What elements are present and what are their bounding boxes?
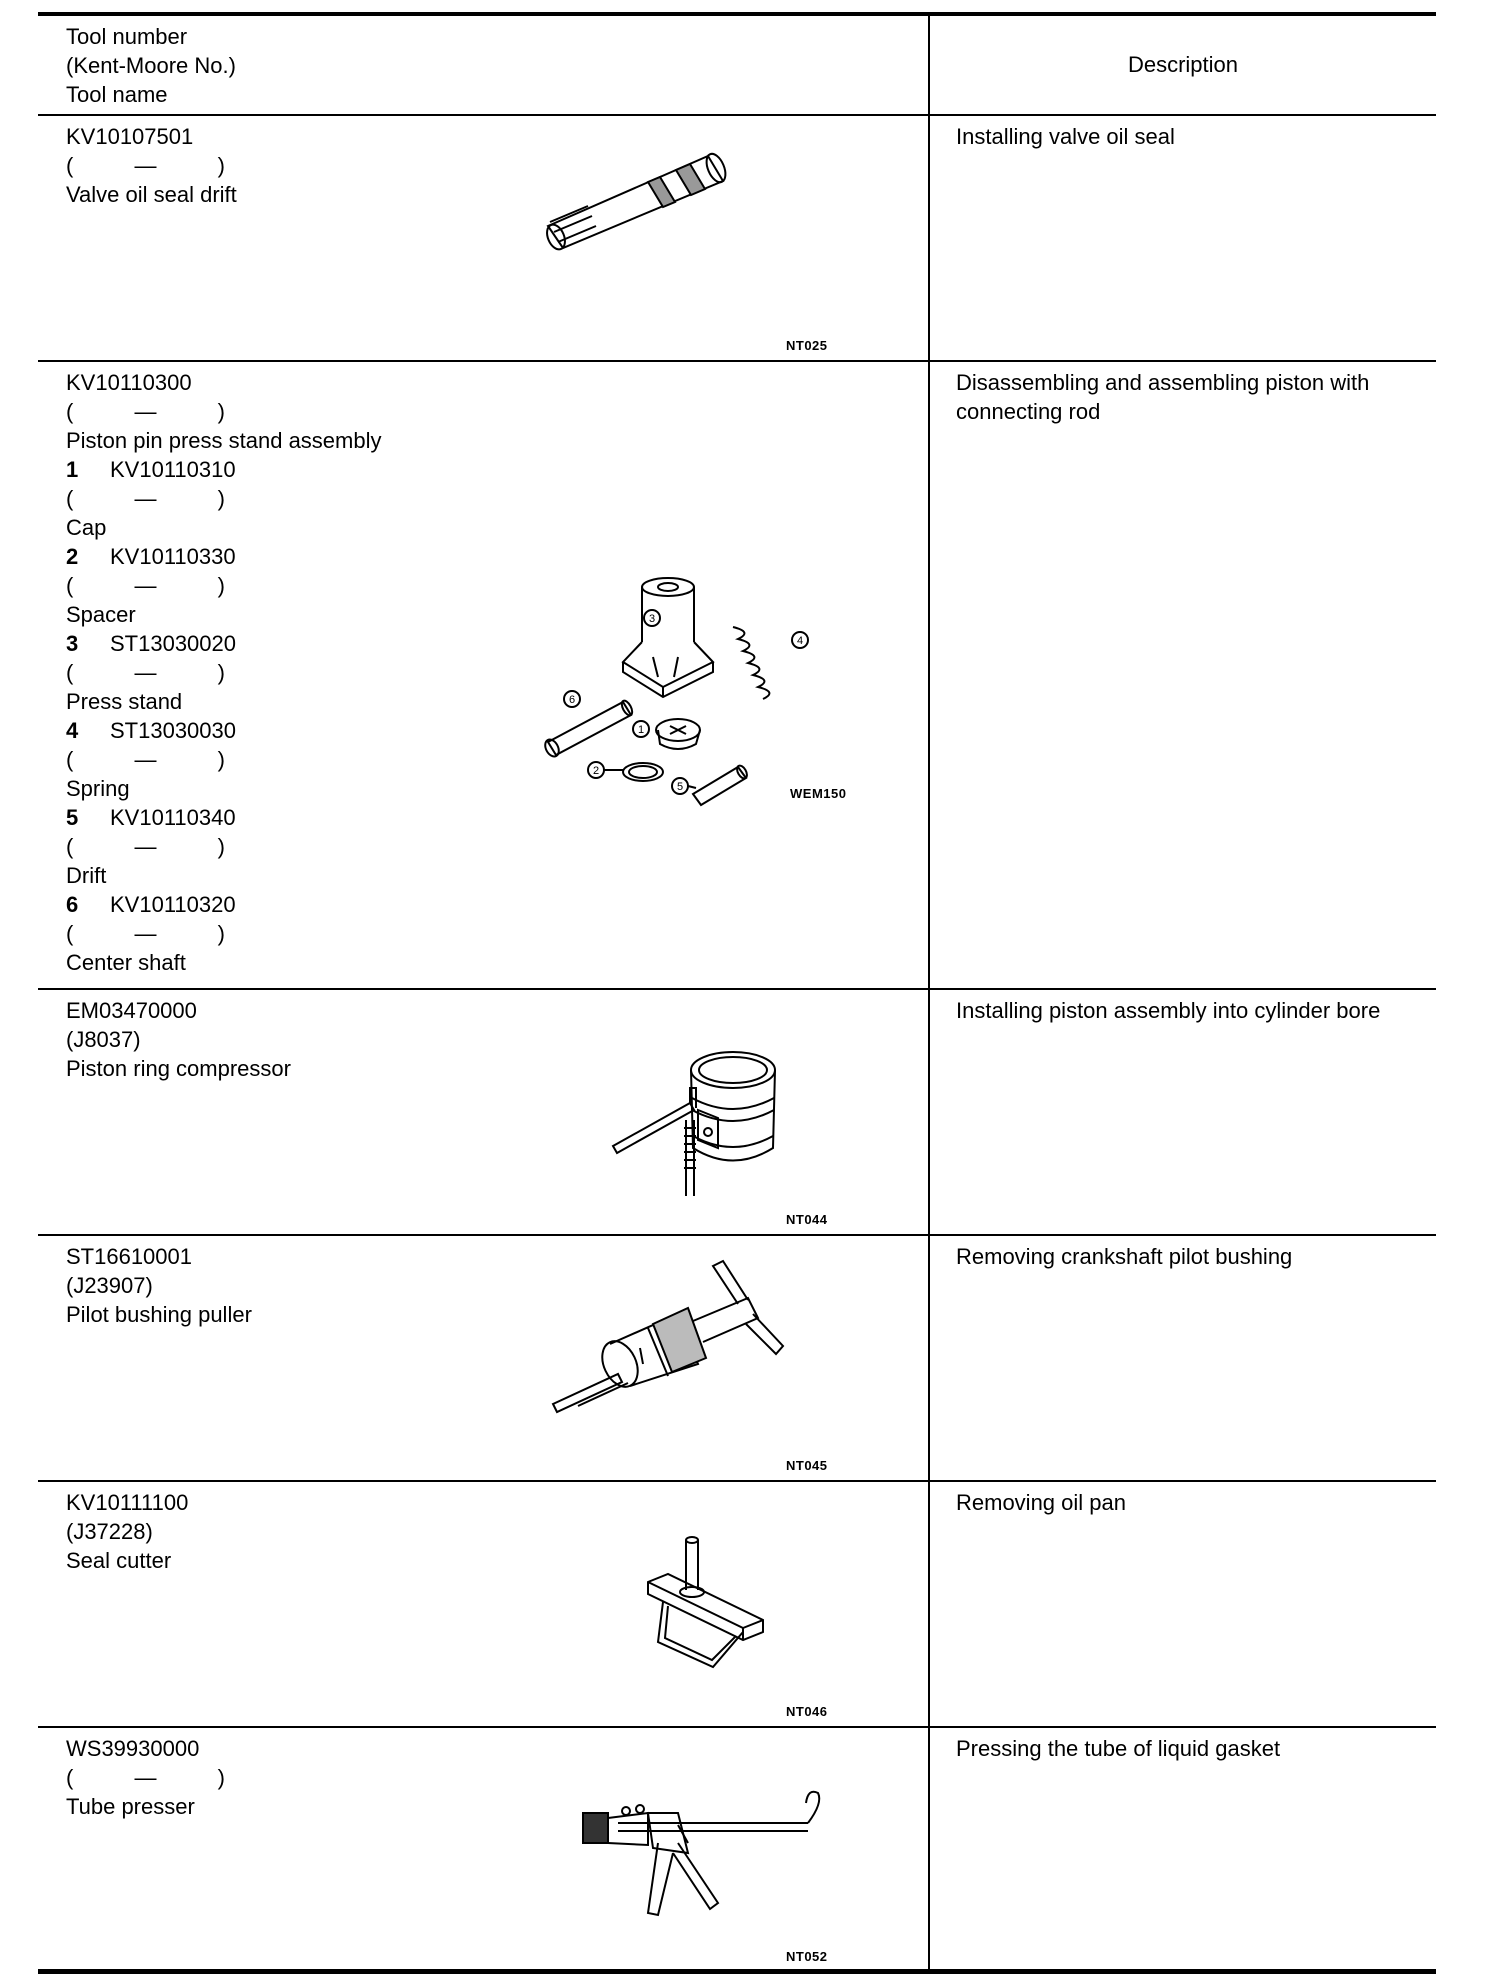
- header-description: Description: [1127, 52, 1239, 77]
- part-index: 5: [66, 805, 79, 830]
- tool-number: KV10111100: [66, 1490, 189, 1515]
- tool-name: Valve oil seal drift: [66, 182, 237, 207]
- tool-info: [66, 1734, 225, 1821]
- table-row: [38, 1482, 1436, 1728]
- part-item: [66, 803, 382, 832]
- part-number: KV10110310: [110, 457, 236, 482]
- callout-6: 6: [568, 694, 576, 706]
- kent-moore-number: (J8037): [66, 1027, 141, 1052]
- callout-4: 4: [796, 635, 804, 647]
- tool-number: KV10107501: [66, 124, 194, 149]
- callout-5: 5: [676, 781, 684, 793]
- tool-number: EM03470000: [66, 998, 197, 1023]
- part-list: [66, 455, 382, 977]
- kent-moore-number: ( — ): [66, 153, 225, 178]
- figure-code: NT052: [786, 1949, 828, 1964]
- piston-ring-compressor-illustration: [608, 1048, 808, 1198]
- kent-moore-number: (J23907): [66, 1273, 153, 1298]
- part-index: 6: [66, 892, 79, 917]
- part-index: 1: [66, 457, 79, 482]
- table-header-row: [38, 16, 1436, 116]
- table-row: [38, 1236, 1436, 1482]
- part-item: [66, 890, 382, 919]
- part-item: [66, 629, 382, 658]
- part-kent-moore: ( — ): [66, 573, 225, 598]
- tool-name: Pilot bushing puller: [66, 1302, 252, 1327]
- kent-moore-number: (J37228): [66, 1519, 153, 1544]
- part-number: KV10110330: [110, 544, 236, 569]
- tool-description: Removing crankshaft pilot bushing: [956, 1244, 1293, 1269]
- tool-number: WS39930000: [66, 1736, 200, 1761]
- tube-presser-illustration: [578, 1783, 838, 1933]
- callout-2: 2: [592, 765, 600, 777]
- part-item: [66, 716, 382, 745]
- figure-code: NT046: [786, 1704, 828, 1719]
- part-kent-moore: ( — ): [66, 834, 225, 859]
- piston-pin-press-stand-illustration: [528, 562, 828, 802]
- part-number: KV10110320: [110, 892, 236, 917]
- part-name: Center shaft: [66, 950, 186, 975]
- part-name: Spacer: [66, 602, 136, 627]
- table-row: [38, 990, 1436, 1236]
- table-row: [38, 1728, 1436, 1973]
- callout-1: 1: [637, 724, 645, 736]
- figure-code: NT025: [786, 338, 828, 353]
- tool-info: [66, 1488, 188, 1575]
- part-kent-moore: ( — ): [66, 747, 225, 772]
- part-item: [66, 542, 382, 571]
- part-number: ST13030030: [110, 718, 236, 743]
- part-item: [66, 455, 382, 484]
- part-name: Drift: [66, 863, 107, 888]
- figure-code: WEM150: [790, 786, 847, 801]
- part-name: Press stand: [66, 689, 183, 714]
- tool-number: KV10110300: [66, 370, 192, 395]
- part-name: Cap: [66, 515, 107, 540]
- part-index: 2: [66, 544, 79, 569]
- figure-code: NT045: [786, 1458, 828, 1473]
- header-tool-name: Tool name: [66, 82, 168, 107]
- tool-info: [66, 1242, 252, 1329]
- tool-info: [66, 996, 291, 1083]
- kent-moore-number: ( — ): [66, 399, 225, 424]
- tool-number: ST16610001: [66, 1244, 192, 1269]
- part-name: Spring: [66, 776, 130, 801]
- valve-oil-seal-drift-illustration: [528, 136, 768, 246]
- kent-moore-number: ( — ): [66, 1765, 225, 1790]
- figure-code: NT044: [786, 1212, 828, 1227]
- tool-description: Pressing the tube of liquid gasket: [956, 1736, 1281, 1761]
- tool-info: [66, 368, 382, 977]
- tool-description: Installing valve oil seal: [956, 124, 1175, 149]
- tool-description: Disassembling and assembling piston with connecting rod: [956, 370, 1370, 424]
- header-tool-number: Tool number: [66, 24, 188, 49]
- tool-description: Installing piston assembly into cylinder bore: [956, 998, 1381, 1023]
- tool-name: Piston pin press stand assembly: [66, 428, 382, 453]
- tool-name: Piston ring compressor: [66, 1056, 291, 1081]
- part-number: ST13030020: [110, 631, 236, 656]
- pilot-bushing-puller-illustration: [548, 1286, 828, 1426]
- seal-cutter-illustration: [638, 1532, 798, 1682]
- part-index: 4: [66, 718, 79, 743]
- part-kent-moore: ( — ): [66, 921, 225, 946]
- tool-name: Seal cutter: [66, 1548, 172, 1573]
- part-kent-moore: ( — ): [66, 486, 225, 511]
- callout-3: 3: [648, 613, 656, 625]
- tool-name: Tube presser: [66, 1794, 195, 1819]
- header-tool-column: [66, 22, 236, 109]
- part-index: 3: [66, 631, 79, 656]
- header-kent-moore-no: (Kent-Moore No.): [66, 53, 236, 78]
- part-number: KV10110340: [110, 805, 236, 830]
- tool-description: Removing oil pan: [956, 1490, 1126, 1515]
- table-row: [38, 362, 1436, 990]
- special-service-tools-table: [38, 12, 1436, 1974]
- part-kent-moore: ( — ): [66, 660, 225, 685]
- table-row: [38, 116, 1436, 362]
- tool-info: [66, 122, 237, 209]
